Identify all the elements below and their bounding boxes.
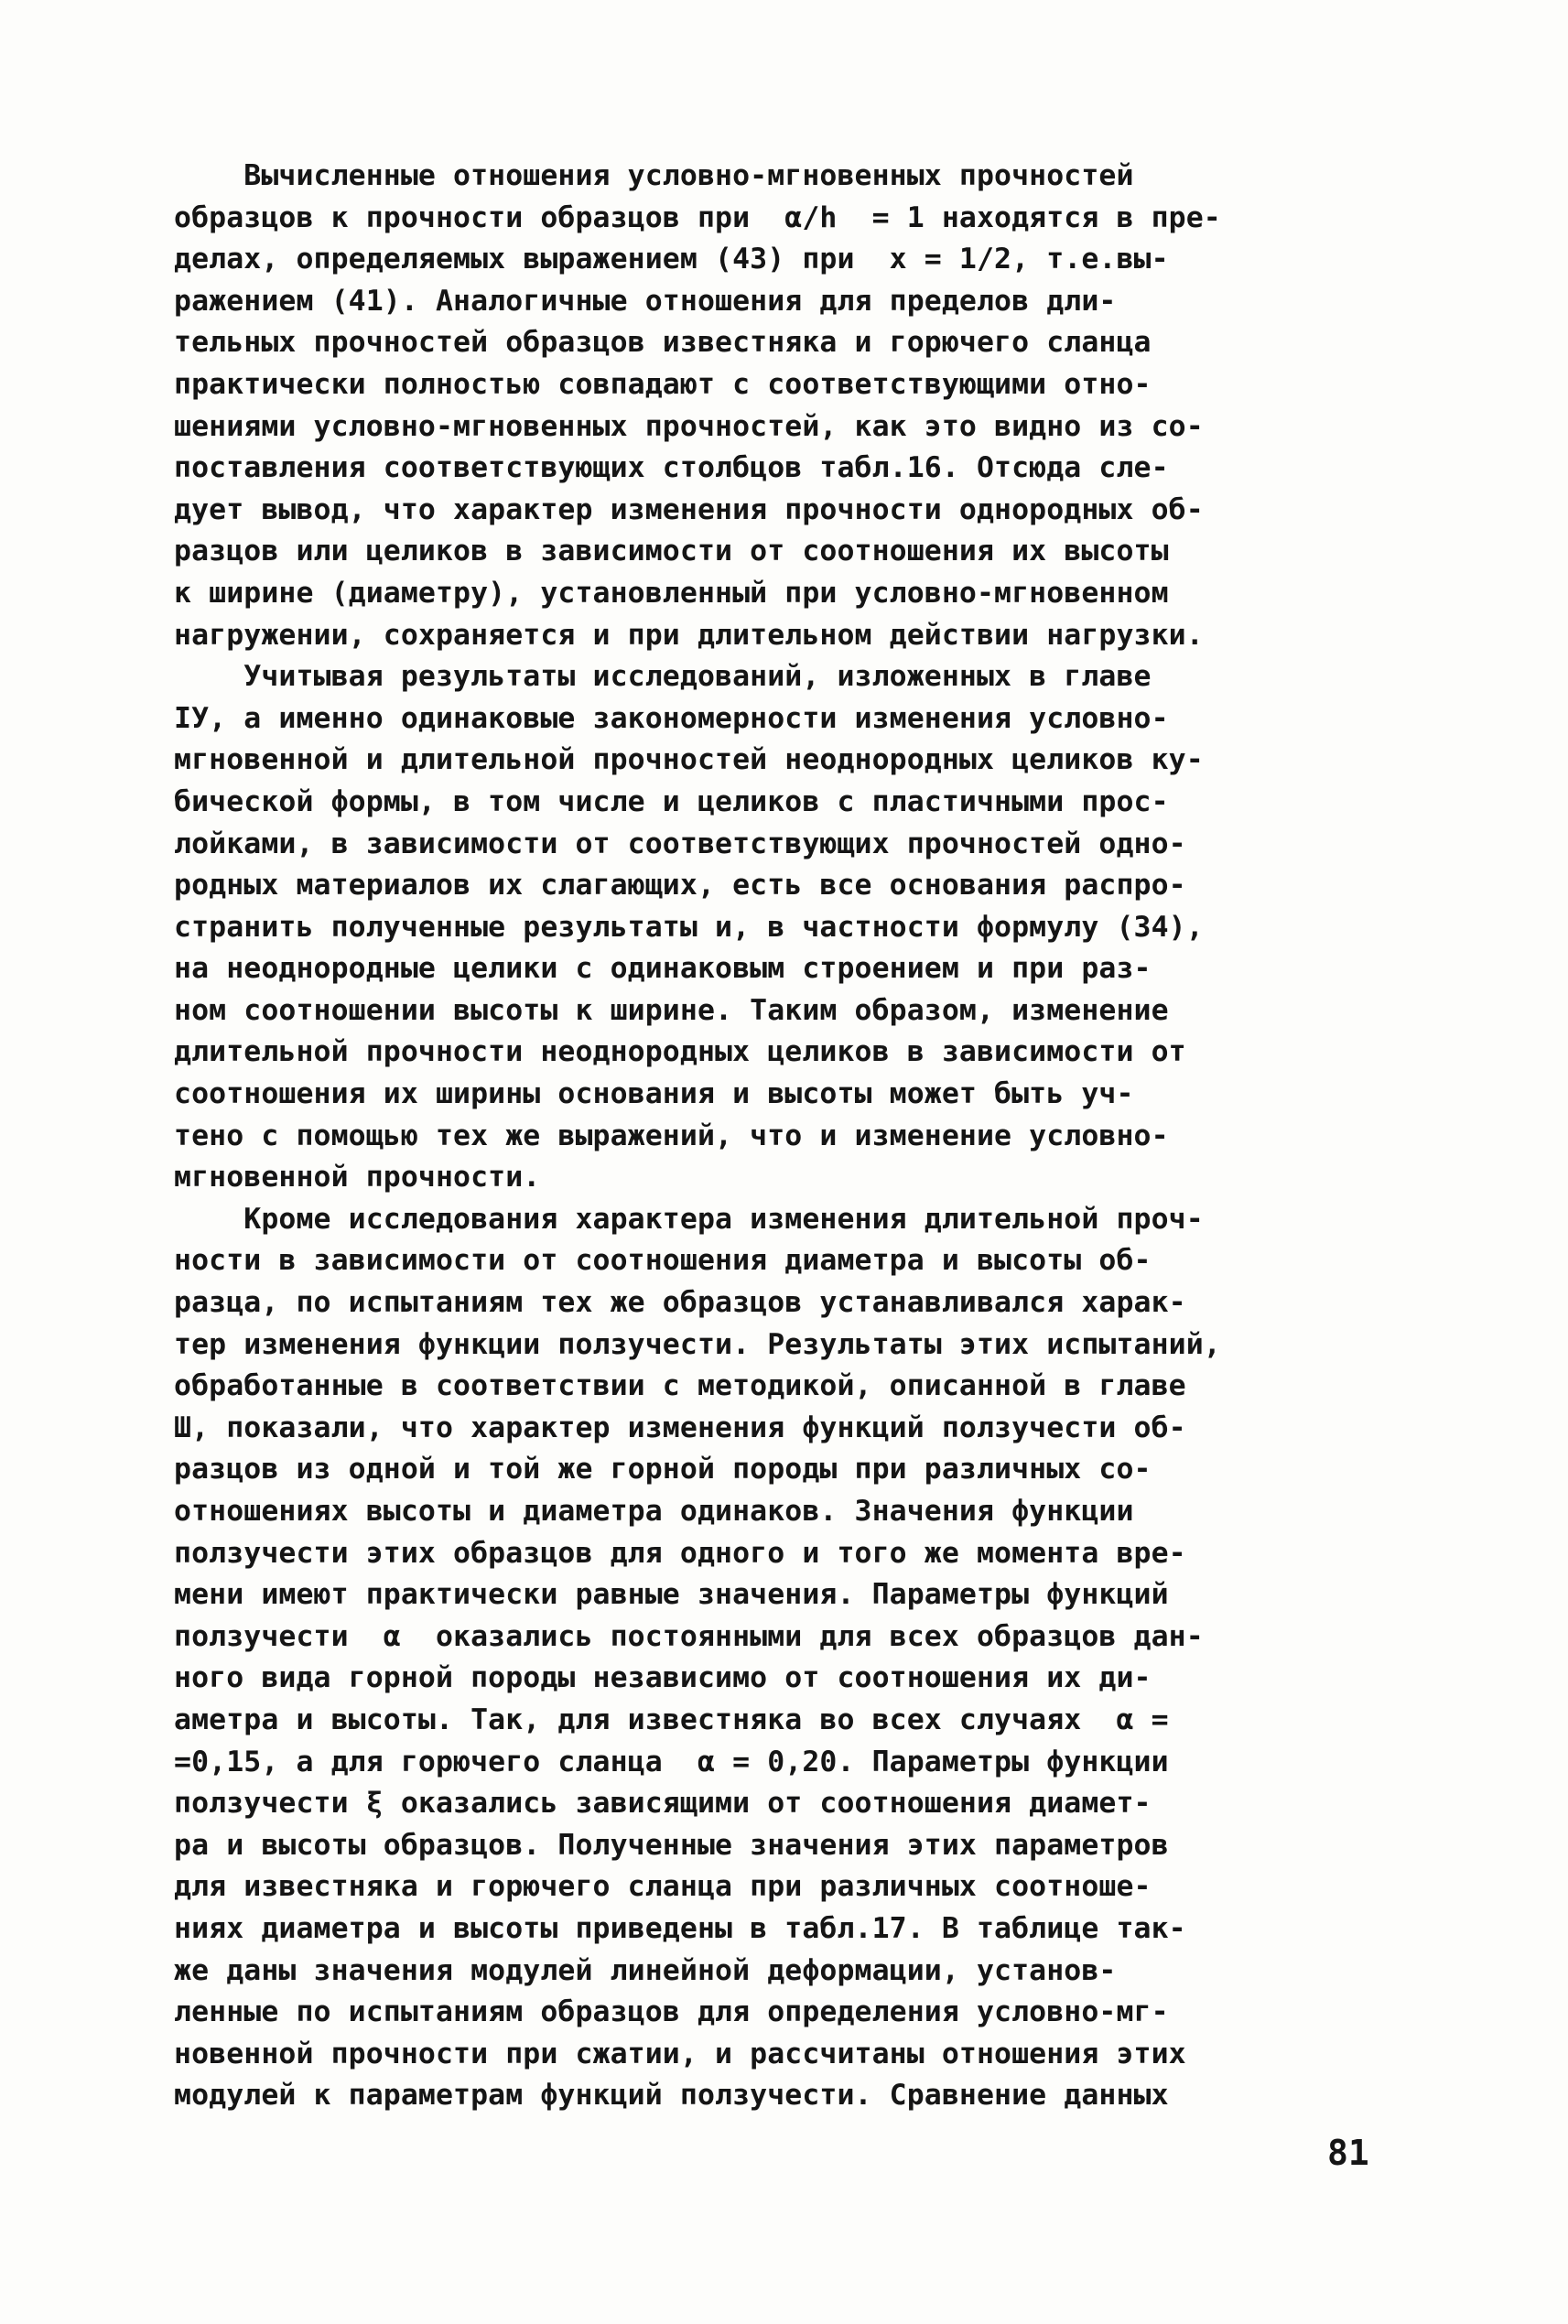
text-line: разцов или целиков в зависимости от соотношения их высоты	[174, 535, 1169, 568]
text-line: длительной прочности неоднородных целиков в зависимости от	[174, 1035, 1186, 1069]
text-line: аметра и высоты. Так, для известняка во всех случаях α =	[174, 1702, 1169, 1736]
text-line: Кроме исследования характера изменения длительной проч-	[174, 1202, 1204, 1236]
text-line: отношениях высоты и диаметра одинаков. Значения функции	[174, 1495, 1134, 1528]
text-line: Ш, показали, что характер изменения функций ползучести об-	[174, 1411, 1186, 1444]
text-line: соотношения их ширины основания и высоты может быть уч-	[174, 1077, 1134, 1111]
text-line: разца, по испытаниям тех же образцов устанавливался харак-	[174, 1286, 1186, 1320]
text-line: новенной прочности при сжатии, и рассчитаны отношения этих	[174, 2037, 1186, 2070]
text-line: ползучести ξ оказались зависящими от соотношения диамет-	[174, 1787, 1152, 1821]
text-line: тено с помощью тех же выражений, что и изменение условно-	[174, 1119, 1169, 1152]
text-line: мени имеют практически равные значения. Параметры функций	[174, 1578, 1169, 1612]
text-line: ного вида горной породы независимо от соотношения их ди-	[174, 1661, 1152, 1695]
text-line: поставления соответствующих столбцов табл.16. Отсюда сле-	[174, 451, 1169, 485]
page-number: 81	[1327, 2133, 1369, 2173]
text-line: мгновенной и длительной прочностей неоднородных целиков ку-	[174, 743, 1204, 777]
text-line: Вычисленные отношения условно-мгновенных прочностей	[174, 159, 1134, 192]
text-line: для известняка и горючего сланца при различных соотноше-	[174, 1870, 1152, 1904]
text-line: ленные по испытаниям образцов для определения условно-мг-	[174, 1995, 1169, 2029]
text-line: родных материалов их слагающих, есть все основания распро-	[174, 869, 1186, 903]
text-line: обработанные в соответствии с методикой, описанной в главе	[174, 1369, 1186, 1403]
text-line: ра и высоты образцов. Полученные значения этих параметров	[174, 1828, 1169, 1862]
text-line: нагружении, сохраняется и при длительном действии нагрузки.	[174, 618, 1204, 652]
text-line: лойками, в зависимости от соответствующих прочностей одно-	[174, 827, 1186, 860]
text-line: практически полностью совпадают с соответствующими отно-	[174, 367, 1152, 401]
text-line: странить полученные результаты и, в частности формулу (34),	[174, 910, 1204, 944]
text-line: мгновенной прочности.	[174, 1161, 541, 1194]
text-line: IУ, а именно одинаковые закономерности изменения условно-	[174, 701, 1169, 735]
text-line: Учитывая результаты исследований, изложенных в главе	[174, 660, 1152, 694]
text-line: дует вывод, что характер изменения прочности однородных об-	[174, 492, 1204, 526]
text-line: к ширине (диаметру), установленный при условно-мгновенном	[174, 576, 1169, 610]
text-line: ражением (41). Аналогичные отношения для пределов дли-	[174, 284, 1117, 318]
text-line: ползучести этих образцов для одного и того же момента вре-	[174, 1536, 1186, 1570]
text-line: бической формы, в том числе и целиков с пластичными прос-	[174, 784, 1169, 818]
text-line: на неоднородные целики с одинаковым строением и при раз-	[174, 952, 1152, 986]
text-line: ности в зависимости от соотношения диаметра и высоты об-	[174, 1244, 1152, 1278]
text-line: ном соотношении высоты к ширине. Таким образом, изменение	[174, 993, 1169, 1027]
text-line: же даны значения модулей линейной деформации, установ-	[174, 1953, 1117, 1987]
body-text	[174, 156, 1419, 2117]
text-line: модулей к параметрам функций ползучести. Сравнение данных	[174, 2079, 1169, 2113]
text-line: разцов из одной и той же горной породы при различных со-	[174, 1453, 1152, 1486]
text-line: ползучести α оказались постоянными для всех образцов дан-	[174, 1619, 1204, 1653]
text-line: =0,15, а для горючего сланца α = 0,20. Параметры функции	[174, 1745, 1169, 1778]
text-line: образцов к прочности образцов при α/h = 1 находятся в пре-	[174, 200, 1221, 234]
text-line: ниях диаметра и высоты приведены в табл.17. В таблице так-	[174, 1911, 1186, 1945]
text-line: тер изменения функции ползучести. Результаты этих испытаний,	[174, 1327, 1221, 1361]
text-line: шениями условно-мгновенных прочностей, как это видно из со-	[174, 409, 1204, 443]
text-line: делах, определяемых выражением (43) при x = 1/2, т.е.вы-	[174, 243, 1169, 276]
text-line: тельных прочностей образцов известняка и горючего сланца	[174, 326, 1152, 360]
